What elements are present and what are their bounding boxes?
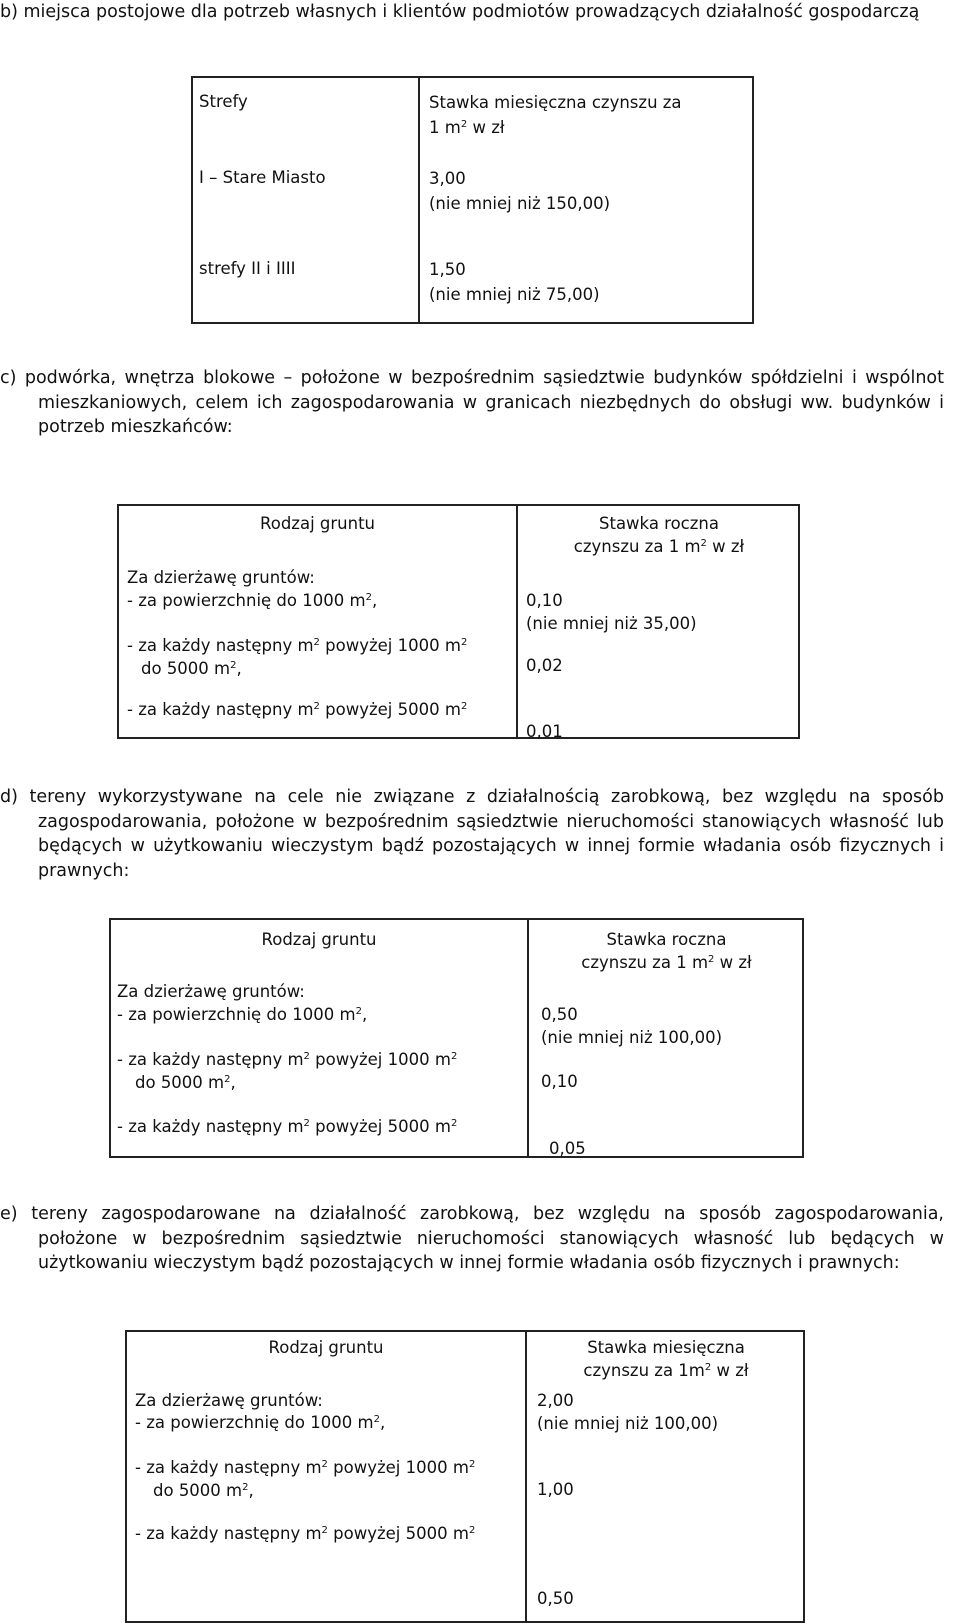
table-d-rate-3: 0,05 <box>549 1139 586 1158</box>
paragraph-b-text: b) miejsca postojowe dla potrzeb własnych i klientów podmiotów prowadzących działalność gospodarczą <box>0 2 920 22</box>
table-d-row-2: - za każdy następny $m^2$ powyżej 1000 $m^2$ do 5000 $m^2$, <box>117 1050 458 1092</box>
table-c <box>117 504 800 739</box>
table-b-header-rate: Stawka miesięczna czynszu za 1 $m^2$ w zł <box>429 93 682 137</box>
table-e-rate-1: 2,00 (nie mniej niż 100,00) <box>537 1391 719 1433</box>
paragraph-c <box>0 366 944 440</box>
table-d <box>109 918 804 1158</box>
table-b-divider <box>418 78 420 322</box>
table-c-header-right: Stawka roczna czynszu za 1 $m^2$ w zł <box>573 514 745 556</box>
paragraph-d <box>0 785 944 883</box>
table-e-row-1: - za powierzchnię do 1000 $m^2$, <box>135 1413 386 1432</box>
table-c-row-2: - za każdy następny $m^2$ powyżej 1000 $m^2$ do 5000 $m^2$, <box>127 636 468 678</box>
table-d-rate-2: 0,10 <box>541 1072 578 1091</box>
paragraph-b <box>0 0 944 25</box>
table-b-row-rate-1: 3,00 (nie mniej niż 150,00) <box>429 169 611 213</box>
table-b-row-rate-2: 1,50 (nie mniej niż 75,00) <box>429 260 600 304</box>
table-e-header-right: Stawka miesięczna czynszu za $1m^2$ w zł <box>583 1338 749 1380</box>
paragraph-e-text: e) tereny zagospodarowane na działalność zarobkową, bez względu na sposób zagospodarowania, położone w bezpośrednim sąsiedztwie nieruchomości stanowiących własność lub będących w użytkowaniu wieczystym bądź pozostających w innej formie władania osób fizycznych i prawnych: <box>0 1204 944 1273</box>
table-e-rate-2: 1,00 <box>537 1480 574 1499</box>
paragraph-c-text: c) podwórka, wnętrza blokowe – położone w bezpośrednim sąsiedztwie budynków spółdzielni i wspólnot mieszkaniowych, celem ich zagospodarowania w granicach niezbędnych do obsługi ww. budynków i potrzeb mieszkańców: <box>0 368 944 437</box>
table-d-intro: Za dzierżawę gruntów: <box>117 982 305 1001</box>
table-e <box>125 1330 805 1623</box>
table-d-row-1: - za powierzchnię do 1000 $m^2$, <box>117 1005 368 1024</box>
table-e-header-left: Rodzaj gruntu <box>268 1338 384 1357</box>
table-b-row-zone-2: strefy II i IIII <box>199 259 296 278</box>
table-b-header-zones: Strefy <box>199 92 248 111</box>
table-c-row-1: - za powierzchnię do 1000 $m^2$, <box>127 591 378 610</box>
paragraph-d-text: d) tereny wykorzystywane na cele nie związane z działalnością zarobkową, bez względu na sposób zagospodarowania, położone w bezpośrednim sąsiedztwie nieruchomości stanowiących własność lub będących w użytkowaniu wieczystym bądź pozostających w innej formie władania osób fizycznych i prawnych: <box>0 787 944 881</box>
table-e-intro: Za dzierżawę gruntów: <box>135 1391 323 1410</box>
table-d-header-left: Rodzaj gruntu <box>261 930 377 949</box>
table-d-rate-1: 0,50 (nie mniej niż 100,00) <box>541 1005 723 1047</box>
table-c-rate-3: 0,01 <box>526 722 563 741</box>
table-c-rate-2: 0,02 <box>526 656 563 675</box>
table-d-header-right: Stawka roczna czynszu za 1 $m^2$ w zł <box>581 930 752 972</box>
table-e-row-2: - za każdy następny $m^2$ powyżej 1000 $m^2$ do 5000 $m^2$, <box>135 1458 476 1500</box>
table-c-rate-1: 0,10 (nie mniej niż 35,00) <box>526 591 697 633</box>
paragraph-e <box>0 1202 944 1276</box>
table-b <box>191 76 754 324</box>
table-c-intro: Za dzierżawę gruntów: <box>127 568 315 587</box>
table-e-row-3: - za każdy następny $m^2$ powyżej 5000 $m^2$ <box>135 1524 476 1543</box>
table-e-rate-3: 0,50 <box>537 1589 574 1608</box>
table-b-row-zone-1: I – Stare Miasto <box>199 168 326 187</box>
table-d-row-3: - za każdy następny $m^2$ powyżej 5000 $m^2$ <box>117 1117 458 1136</box>
table-c-header-left: Rodzaj gruntu <box>260 514 375 533</box>
table-c-row-3: - za każdy następny $m^2$ powyżej 5000 $m^2$ <box>127 700 468 719</box>
